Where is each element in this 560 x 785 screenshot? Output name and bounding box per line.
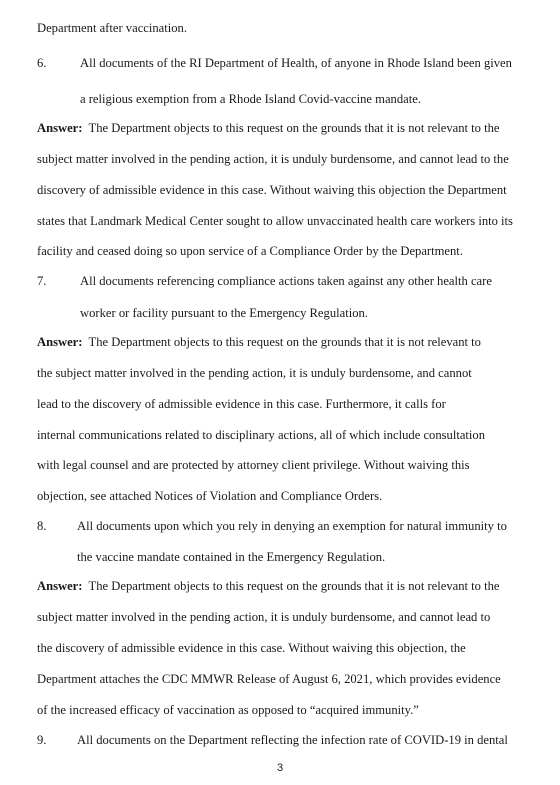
answer-text: The Department objects to this request on the grounds that it is not relevant to the (88, 579, 500, 593)
answer-line: the discovery of admissible evidence in this case. Without waiving this objection, the (37, 641, 466, 655)
answer-line: discovery of admissible evidence in this case. Without waiving this objection the Department (37, 183, 507, 197)
text-line: Department after vaccination. (37, 21, 187, 35)
item-number: 8. (37, 519, 47, 533)
answer-line: subject matter involved in the pending action, it is unduly burdensome, and cannot lead to the (37, 152, 509, 166)
request-line: All documents referencing compliance actions taken against any other health care (80, 274, 492, 288)
request-line: All documents upon which you rely in denying an exemption for natural immunity to (77, 519, 507, 533)
answer-line (37, 578, 500, 594)
answer-line: with legal counsel and are protected by attorney client privilege. Without waiving this (37, 458, 470, 472)
answer-line (37, 120, 500, 136)
answer-text: The Department objects to this request on the grounds that it is not relevant to (88, 335, 481, 349)
request-line: worker or facility pursuant to the Emergency Regulation. (80, 306, 368, 320)
answer-text: The Department objects to this request on the grounds that it is not relevant to the (88, 121, 500, 135)
page-number: 3 (276, 762, 284, 774)
answer-line: objection, see attached Notices of Violation and Compliance Orders. (37, 489, 383, 503)
answer-line: facility and ceased doing so upon service of a Compliance Order by the Department. (37, 244, 463, 258)
request-line: All documents on the Department reflecting the infection rate of COVID-19 in dental (77, 733, 508, 747)
answer-line: states that Landmark Medical Center sought to allow unvaccinated health care workers into its (37, 214, 513, 228)
answer-line (37, 334, 481, 350)
answer-label: Answer: (37, 121, 83, 135)
request-line: a religious exemption from a Rhode Island Covid-vaccine mandate. (80, 92, 421, 106)
answer-line: subject matter involved in the pending action, it is unduly burdensome, and cannot lead to (37, 610, 491, 624)
item-number: 7. (37, 274, 47, 288)
answer-line: the subject matter involved in the pending action, it is unduly burdensome, and cannot (37, 366, 472, 380)
answer-label: Answer: (37, 335, 83, 349)
answer-line: Department attaches the CDC MMWR Release of August 6, 2021, which provides evidence (37, 672, 501, 686)
request-line: All documents of the RI Department of Health, of anyone in Rhode Island been given (80, 56, 512, 70)
answer-line: of the increased efficacy of vaccination as opposed to “acquired immunity.” (37, 703, 419, 717)
request-line: the vaccine mandate contained in the Emergency Regulation. (77, 550, 386, 564)
answer-line: internal communications related to disciplinary actions, all of which include consultation (37, 428, 486, 442)
item-number: 6. (37, 56, 47, 70)
answer-label: Answer: (37, 579, 83, 593)
item-number: 9. (37, 733, 47, 747)
answer-line: lead to the discovery of admissible evidence in this case. Furthermore, it calls for (37, 397, 446, 411)
